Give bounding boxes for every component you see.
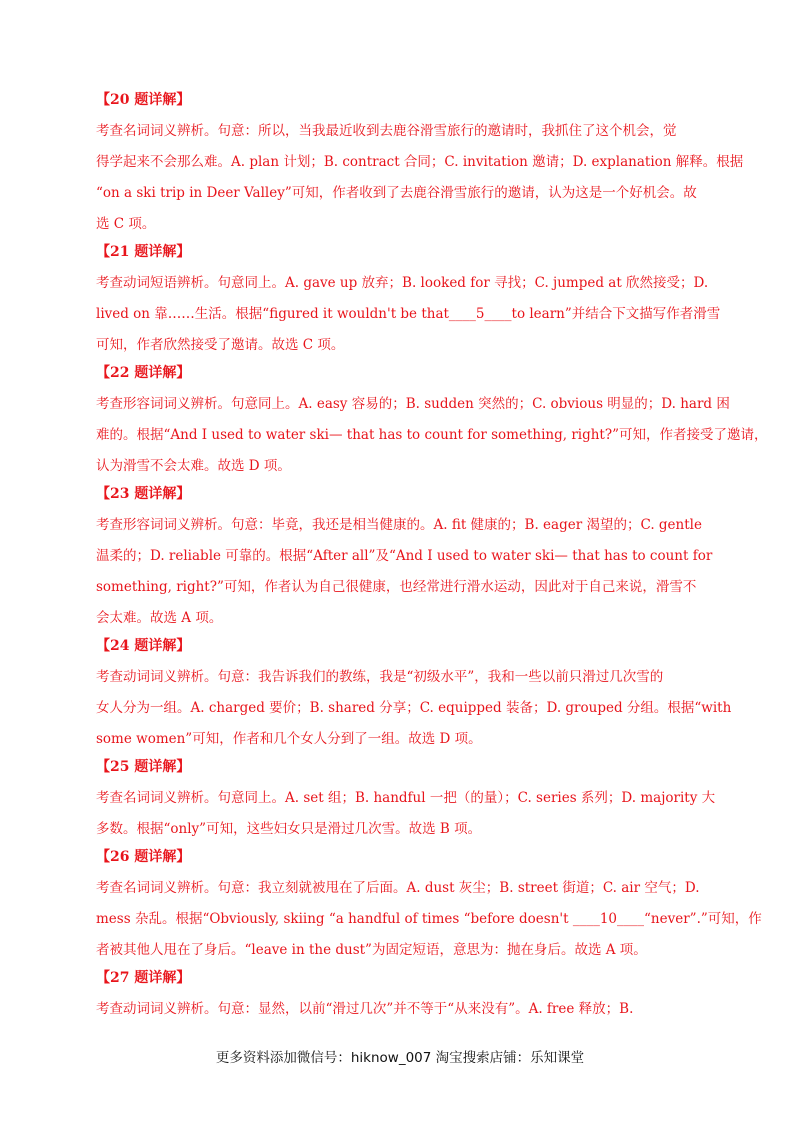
explanation-line: 可知，作者欣然接受了邀请。故选 C 项。	[96, 337, 345, 353]
explanation-line: 考查动词词义辨析。句意：我告诉我们的教练，我是“初级水平”，我和一些以前只滑过几次雪的	[96, 669, 664, 685]
explanation-paragraph	[96, 662, 732, 755]
explanation-line: 温柔的；D. reliable 可靠的。根据“After all”及“And I used to water ski— that has to count for	[96, 548, 713, 564]
explanation-paragraph	[96, 510, 713, 634]
explanation-paragraph	[96, 389, 768, 482]
explanation-line: 得学起来不会那么难。A. plan 计划；B. contract 合同；C. invitation 邀请；D. explanation 解释。根据	[96, 154, 744, 170]
page-footer: 更多资料添加微信号：hiknow_007 淘宝搜索店铺：乐知课堂	[215, 1050, 585, 1066]
answer-explanations	[96, 88, 768, 1025]
explanation-line: some women”可知，作者和几个女人分到了一组。故选 D 项。	[96, 731, 482, 747]
explanation-line: 考查名词词义辨析。句意：所以，当我最近收到去鹿谷滑雪旅行的邀请时，我抓住了这个机会，觉	[96, 123, 677, 139]
section-heading: 【21 题详解】	[96, 244, 191, 260]
section-heading: 【22 题详解】	[96, 365, 191, 381]
explanation-line: 考查名词词义辨析。句意同上。A. set 组；B. handful 一把（的量）；C. series 系列；D. majority 大	[96, 790, 716, 806]
explanation-line: 难的。根据“And I used to water ski— that has to count for something, right?”可知，作者接受了邀请，	[96, 427, 768, 443]
explanation-line: 选 C 项。	[96, 216, 156, 232]
explanation-paragraph	[96, 783, 716, 845]
explanation-line: 考查动词短语辨析。句意同上。A. gave up 放弃；B. looked for 寻找；C. jumped at 欣然接受；D.	[96, 275, 709, 291]
section-heading: 【27 题详解】	[96, 970, 191, 986]
section-heading: 【26 题详解】	[96, 849, 191, 865]
explanation-line: “on a ski trip in Deer Valley”可知，作者收到了去鹿谷滑雪旅行的邀请，认为这是一个好机会。故	[96, 185, 697, 201]
explanation-line: 者被其他人甩在了身后。“leave in the dust”为固定短语，意思为：抛在身后。故选 A 项。	[96, 942, 647, 958]
explanation-section	[96, 755, 716, 845]
explanation-line: 考查形容词词义辨析。句意：毕竟，我还是相当健康的。A. fit 健康的；B. eager 渴望的；C. gentle	[96, 517, 702, 533]
explanation-section	[96, 845, 762, 966]
section-heading: 【20 题详解】	[96, 92, 191, 108]
explanation-line: 多数。根据“only”可知，这些妇女只是滑过几次雪。故选 B 项。	[96, 821, 482, 837]
explanation-section	[96, 482, 713, 634]
explanation-paragraph	[96, 116, 744, 240]
explanation-paragraph	[96, 994, 708, 1025]
section-heading: 【25 题详解】	[96, 759, 191, 775]
explanation-line: 女人分为一组。A. charged 要价；B. shared 分享；C. equipped 装备；D. grouped 分组。根据“with	[96, 700, 732, 716]
explanation-paragraph	[96, 873, 762, 966]
explanation-line: 会太难。故选 A 项。	[96, 610, 223, 626]
explanation-paragraph	[96, 268, 721, 361]
section-heading: 【23 题详解】	[96, 486, 191, 502]
section-heading: 【24 题详解】	[96, 638, 191, 654]
explanation-section	[96, 88, 744, 240]
explanation-line: 考查形容词词义辨析。句意同上。A. easy 容易的；B. sudden 突然的；C. obvious 明显的；D. hard 困	[96, 396, 730, 412]
explanation-section	[96, 966, 708, 1025]
explanation-line: something, right?”可知，作者认为自己很健康，也经常进行滑水运动，因此对于自己来说，滑雪不	[96, 579, 697, 595]
explanation-line: mess 杂乱。根据“Obviously, skiing “a handful of times “before doesn't ____10____“never”.”可知，作	[96, 911, 762, 927]
explanation-line: 认为滑雪不会太难。故选 D 项。	[96, 458, 291, 474]
explanation-section	[96, 240, 721, 361]
explanation-line: 考查名词词义辨析。句意：我立刻就被甩在了后面。A. dust 灰尘；B. street 街道；C. air 空气；D.	[96, 880, 700, 896]
explanation-line: 考查动词词义辨析。句意：显然，以前“滑过几次”并不等于“从来没有”。A. free 释放；B.	[96, 1001, 634, 1017]
explanation-section	[96, 361, 768, 482]
explanation-section	[96, 634, 732, 755]
explanation-line: lived on 靠……生活。根据“figured it wouldn't be that____5____to learn”并结合下文描写作者滑雪	[96, 306, 721, 322]
